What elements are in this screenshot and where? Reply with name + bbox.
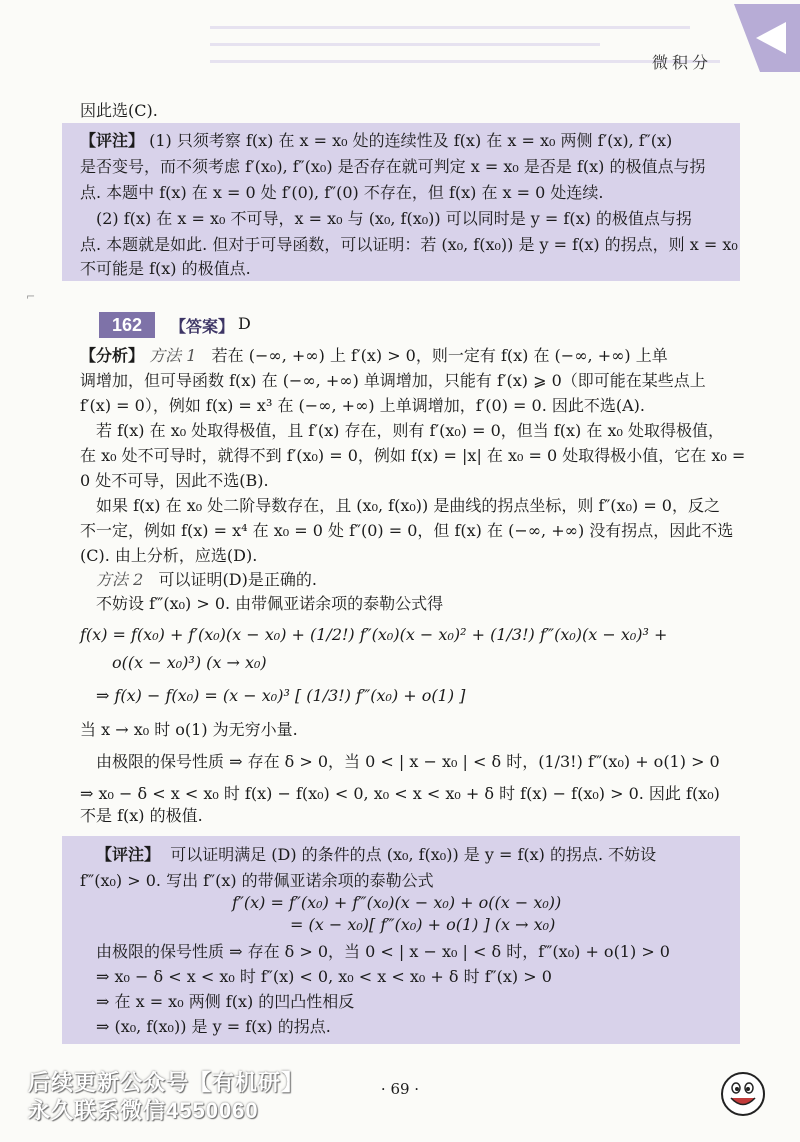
taylor-formula-1: f(x) = f(x₀) + f′(x₀)(x − x₀) + (1/2!) f″(x₀)(x − x₀)² + (1/3!) f‴(x₀)(x − x₀)³ +	[80, 625, 668, 644]
remark2-formula-1: f″(x) = f″(x₀) + f‴(x₀)(x − x₀) + o((x − x₀))	[232, 893, 562, 912]
chapter-title: 微积分	[651, 53, 712, 72]
remark2-line-5: ⇒ x₀ − δ < x < x₀ 时 f″(x) < 0, x₀ < x < x₀ + δ 时 f″(x) > 0	[96, 967, 552, 986]
remark2-line-6: ⇒ 在 x = x₀ 两侧 f(x) 的凹凸性相反	[96, 992, 355, 1011]
chapter-tab-icon	[720, 4, 800, 72]
analysis-tag: 【分析】	[80, 346, 145, 365]
method2-line-0: 不妨设 f‴(x₀) > 0. 由带佩亚诺余项的泰勒公式得	[96, 594, 444, 613]
watermark-line-2: 永久联系微信4550060	[28, 1098, 259, 1123]
remark1-line-5: 不可能是 f(x) 的极值点.	[80, 259, 251, 278]
header-rule-low	[210, 60, 720, 63]
remark2-line-0	[96, 845, 656, 865]
watermark-line-1: 后续更新公众号【有机研】	[28, 1070, 305, 1095]
remark1-tag: 【评注】	[80, 131, 145, 150]
analysis-line-5: 0 处不可导，因此不选(B).	[80, 471, 269, 490]
answer-label: 【答案】	[170, 317, 235, 336]
taylor-formula-2: o((x − x₀)³) (x → x₀)	[112, 653, 267, 672]
remark1-text-0: (1) 只须考察 f(x) 在 x = x₀ 处的连续性及 f(x) 在 x = x₀ 两侧 f′(x), f″(x)	[149, 131, 673, 150]
method2-text: 可以证明(D)是正确的.	[158, 570, 317, 589]
smiley-face-icon	[720, 1071, 766, 1117]
remark2-line-4: 由极限的保号性质 ⇒ 存在 δ > 0，当 0 < | x − x₀ | < δ 时，f‴(x₀) + o(1) > 0	[96, 942, 670, 961]
taylor-formula-3: ⇒ f(x) − f(x₀) = (x − x₀)³ [ (1/3!) f‴(x₀) + o(1) ]	[96, 686, 466, 705]
scan-mark: ⌐	[26, 290, 36, 303]
remark-box-2	[62, 836, 740, 1044]
method2-line-7: 不是 f(x) 的极值.	[80, 806, 203, 825]
analysis-line-3: 若 f(x) 在 x₀ 处取得极值，且 f′(x) 存在，则有 f′(x₀) = 0，但当 f(x) 在 x₀ 处取得极值，	[96, 421, 724, 440]
remark2-formula-2: = (x − x₀)[ f‴(x₀) + o(1) ] (x → x₀)	[290, 915, 556, 934]
header-rule-top	[210, 26, 690, 29]
remark1-line-3: (2) f(x) 在 x = x₀ 不可导，x = x₀ 与 (x₀, f(x₀)) 可以同时是 y = f(x) 的极值点与拐	[96, 209, 692, 228]
remark2-text-0: 可以证明满足 (D) 的条件的点 (x₀, f(x₀)) 是 y = f(x) 的拐点. 不妨设	[170, 845, 657, 864]
header-rule-mid	[210, 43, 600, 46]
analysis-text-0: 若在 (−∞, +∞) 上 f′(x) > 0，则一定有 f(x) 在 (−∞, +∞) 上单	[211, 346, 668, 365]
analysis-line-8: (C). 由上分析，应选(D).	[80, 546, 258, 565]
page-number: · 69 ·	[380, 1080, 420, 1098]
answer-value: D	[238, 314, 251, 333]
remark1-line-2: 点. 本题中 f(x) 在 x = 0 处 f′(0), f″(0) 不存在，但 f(x) 在 x = 0 处连续.	[80, 183, 604, 202]
analysis-line-4: 在 x₀ 处不可导时，就得不到 f′(x₀) = 0，例如 f(x) = |x| 在 x₀ = 0 处取得极小值，它在 x₀ =	[80, 446, 746, 465]
method2-label: 方法 2	[96, 570, 144, 589]
remark1-line-4: 点. 本题就是如此. 但对于可导函数，可以证明：若 (x₀, f(x₀)) 是 y = f(x) 的拐点，则 x = x₀	[80, 235, 738, 254]
remark2-line-7: ⇒ (x₀, f(x₀)) 是 y = f(x) 的拐点.	[96, 1017, 331, 1036]
analysis-line-2: f′(x) = 0），例如 f(x) = x³ 在 (−∞, +∞) 上单调增加，f′(0) = 0. 因此不选(A).	[80, 396, 646, 415]
remark1-line-1: 是否变号，而不须考虑 f′(x₀), f″(x₀) 是否存在就可判定 x = x₀ 是否是 f(x) 的极值点与拐	[80, 157, 706, 176]
analysis-line-1: 调增加，但可导函数 f(x) 在 (−∞, +∞) 单调增加，只能有 f′(x) ⩾ 0（即可能在某些点上	[80, 371, 706, 390]
method2-line-5: 由极限的保号性质 ⇒ 存在 δ > 0，当 0 < | x − x₀ | < δ 时，(1/3!) f‴(x₀) + o(1) > 0	[96, 752, 720, 771]
analysis-line-0	[80, 346, 668, 366]
method2-line-6: ⇒ x₀ − δ < x < x₀ 时 f(x) − f(x₀) < 0, x₀ < x < x₀ + δ 时 f(x) − f(x₀) > 0. 因此 f(x₀)	[80, 784, 720, 803]
analysis-line-7: 不一定，例如 f(x) = x⁴ 在 x₀ = 0 处 f″(0) = 0，但 f(x) 在 (−∞, +∞) 没有拐点，因此不选	[80, 521, 734, 540]
prev-conclusion: 因此选(C).	[80, 101, 158, 120]
method2-line-4: 当 x → x₀ 时 o(1) 为无穷小量.	[80, 720, 298, 739]
question-number-badge: 162	[99, 312, 155, 338]
remark1-line-0	[80, 131, 672, 151]
analysis-line-6: 如果 f(x) 在 x₀ 处二阶导数存在，且 (x₀, f(x₀)) 是曲线的拐点坐标，则 f″(x₀) = 0，反之	[96, 496, 720, 515]
remark2-line-1: f‴(x₀) > 0. 写出 f″(x) 的带佩亚诺余项的泰勒公式	[80, 871, 434, 890]
remark2-tag: 【评注】	[96, 845, 161, 864]
method1-label: 方法 1	[149, 346, 197, 365]
method2-line	[96, 570, 317, 590]
